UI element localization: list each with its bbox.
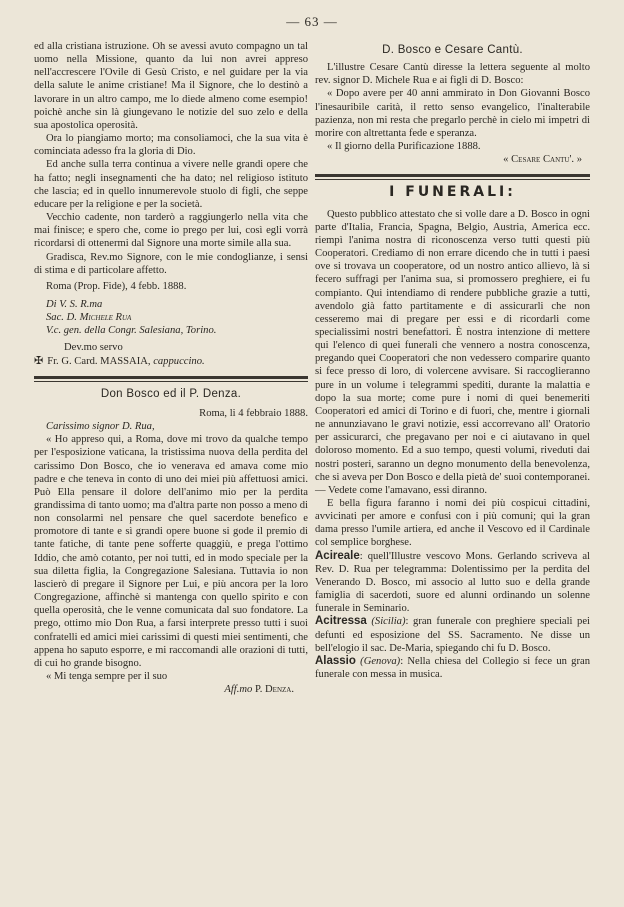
entry-region: (Sicilia) [371, 616, 406, 628]
right-column [315, 40, 590, 681]
cantu-date: « Il giorno della Purificazione 1888. [327, 141, 481, 153]
entry-region: (Genova) [360, 655, 401, 667]
funeral-entry [315, 550, 590, 616]
cantu-paragraph: L'illustre Cesare Cantù diresse la lettera seguente al molto rev. signor D. Michele Rua e ai figli di D. Bosco: [315, 62, 590, 87]
funerali-paragraph: E bella figura faranno i nomi dei più cospicui cittadini, avvicinati per amore e confusi con i più comuni; qui la gran dama presso l'umile artiera, ed anche il Vescovo ed il Cardinale col semplice borghese. [315, 498, 590, 549]
cantu-signature: « Cesare Cantu'. » [503, 154, 582, 166]
section-divider [34, 376, 308, 379]
funeral-entry [315, 615, 590, 654]
letter-address-1: Di V. S. R.ma [46, 298, 103, 310]
letter-closing: Dev.mo servo [64, 342, 123, 354]
letter-paragraph: Vecchio cadente, non tarderò a raggiungerlo nella vita che mai finisce; e spero che, come io prego per lui, così egli vorrà ricordarsi di ottenermi dal Signore una morte simile alla sua. [34, 212, 308, 250]
address-prefix: Sac. D. [46, 312, 77, 324]
funerali-paragraph: Questo pubblico attestato che si volle dare a D. Bosco in ogni parte d'Italia, Francia, Spagna, Belgio, Austria, America ecc. riempì l'anima nostra di riconoscenza verso tutti questi più Cooperatori. Crediamo di non errare dicendo che in tutti i paesi ove si trovava un cooperatore, od un nostro antico allievo, là si fecero suffragi per l'anima sua, si promossero preghiere, ei fu compianto. Qui intendiamo di rendere pubbliche grazie a tutti, avendolo già fatto partitamente e di assicurarli che non cesseremo mai di pregare per essi e di ricordarli come specialissimi nostri benefattori. È nostra intenzione di mettere qui l'elenco di quei funerali che vennero a nostra conoscenza, pregando quei Cooperatori che non vedessero comparire quanto si fece presso di loro, di volercene avvisare. Si raccoglieranno pure in un volume i telegrammi spediti, durante la malattia e dopo la sua morte; come pure i nomi di quei benemeriti Cooperatori ed amici di Torino e di fuori, che, mentre i giornali ne annunziavano le gravi notizie, essi accorrevano all' Oratorio per assicurarci, che pregavano per noi e ci aiutavano in quel doloroso momento. Ed a suo tempo, questi volumi, riveduti dai nostri posteri, saranno un degno monumento della benevolenza, che si aveva per Don Bosco e della pietà de' suoi contemporanei. — Vedete come l'amavano, essi diranno. [315, 208, 590, 496]
signature-name: Fr. G. Card. MASSAIA, [47, 355, 151, 367]
signature-role: cappuccino. [153, 355, 205, 367]
entry-text: : gran funerale con preghiere speciali pei defunti ed esposizione del SS. Sacramento. Ne disse un bell'elogio il sac. De-Maria, spiegando chi fu D. Bosco. [315, 616, 590, 654]
address-name: Michele Rua [79, 312, 132, 324]
section-title-cantu: D. Bosco e Cesare Cantù. [382, 44, 523, 56]
letter-address-2 [34, 311, 308, 324]
section-divider [315, 174, 590, 177]
entry-place: Alassio [315, 654, 356, 667]
letter-paragraph: Ed anche sulla terra continua a vivere nelle grandi opere che ha fatto; negli insegnamenti che ha dato; nel religioso istituto che lascia; ed in quello innumerevole stuolo di figli, che seppe educare per la religione e per la società. [34, 159, 308, 210]
denza-signature [34, 683, 308, 696]
denza-closing: Aff.mo [224, 684, 253, 696]
cross-icon: ✠ [34, 354, 44, 367]
section-divider-thin [34, 381, 308, 382]
denza-salutation: Carissimo signor D. Rua, [46, 421, 155, 433]
left-column [34, 40, 308, 696]
section-title-funerali: I FUNERALI: [389, 184, 516, 201]
denza-date: Roma, li 4 febbraio 1888. [199, 407, 308, 419]
cantu-paragraph: « Dopo avere per 40 anni ammirato in Don Giovanni Bosco l'inesauribile carità, il retto senso evangelico, l'inalterabile pazienza, non mi resta che pregarlo perchè in cielo mi impetri di morire con altrettanta fede e speranza. [315, 88, 590, 139]
page-number: — 63 — [286, 14, 338, 29]
section-divider-thin [315, 179, 590, 180]
funeral-entry [315, 655, 590, 681]
letter-paragraph: Gradisca, Rev.mo Signore, con le mie condoglianze, i sensi di stima e di particolare affetto. [34, 251, 308, 276]
entry-place: Acitressa [315, 615, 367, 628]
letter-paragraph: ed alla cristiana istruzione. Oh se avessi avuto compagno un tal uomo nella Missione, quanto da lui non avrei appreso nell'accrescere l'Ovile di Gesù Cristo, e nel guidare per la via della salute le anime cristiane! Ma il Signore, che lo destinò a lavorare in un altro campo, me lo diede almeno come esempio! poichè anche sin là giungevano le notizie del suo zelo e della sua apostolica operosità. [34, 41, 308, 131]
entry-place: Acireale [315, 549, 360, 562]
section-title-denza: Don Bosco ed il P. Denza. [100, 387, 242, 400]
letter-place-date: Roma (Prop. Fide), 4 febb. 1888. [46, 280, 187, 292]
entry-text: : Nella chiesa del Collegio si fece un gran funerale con messa in musica. [315, 655, 590, 681]
denza-paragraph: « Mi tenga sempre per il suo [46, 671, 168, 683]
entry-text: : quell'Illustre vescovo Mons. Gerlando scriveva al Rev. D. Rua per telegramma: Dolentissimo per la perdita del Venerando D. Bosco, mi associo al lutto suo e della grande famiglia di sacerdoti, suore ed alunni ordinando un solenne funerale in Seminario. [315, 550, 590, 615]
denza-name: P. Denza. [255, 684, 294, 696]
denza-paragraph: « Ho appreso qui, a Roma, dove mi trovo da qualche tempo per l'esposizione vaticana, la tristissima nuova della perdita del carissimo Don Bosco, che io venerava ed amava come mio padre e che teneva in conto di uno dei miei più affettuosi amici. Può Ella pensare il dolore dell'animo mio per la perdita grandissima di tanto uomo; ma d'altra parte non posso a meno di non consolarmi nel pensare che quel sacerdote benefico e promotore di tante e sì grandi opere buone si gode il premio di tante fatiche, di tante pene sofferte quaggiù, e prega l'ottimo Iddio, che amò cotanto, per noi tutti, ed in modo speciale per la sua diletta figlia, la Congregazione Salesiana. Tuttavia io non lascierò di pregare il Signore per Lui, e più ancora per la loro Congregazione, affinchè si mantenga con quello spirito e con quella operosità, che le venne comunicata dal suo fondatore. La prego, ottimo mio Don Rua, a farsi interprete presso tutti i suoi confratelli ed amici miei carissimi di questi miei sentimenti, che appena ho saputo esporre, e mi raccomandi alle orazioni di tutti, di cui ho grande bisogno. [34, 434, 308, 669]
letter-signature [34, 355, 308, 368]
letter-paragraph: Ora lo piangiamo morto; ma consoliamoci, che la sua vita è cominciata adesso fra la gloria di Dio. [34, 133, 308, 158]
letter-address-3: V.c. gen. della Congr. Salesiana, Torino. [46, 325, 217, 337]
